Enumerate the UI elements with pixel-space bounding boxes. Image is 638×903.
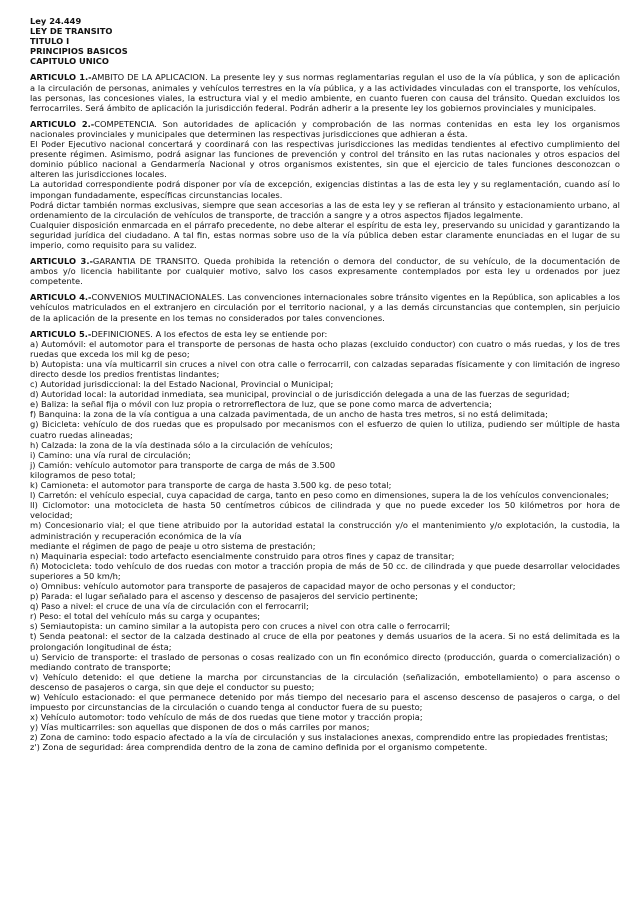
article-2-heading: ARTICULO 2.-	[30, 118, 95, 129]
definition-item: w) Vehículo estacionado: el que permanece detenido por más tiempo del necesario para el ascenso descenso de pasajeros o carga, o del impuesto por circunstancias de la circulación o cuando tenga al conductor fuera de su puesto;	[30, 692, 620, 713]
article-3-text: GARANTIA DE TRANSITO. Queda prohibida la retención o demora del conductor, de su vehículo, de la documentación de ambos y/o licencia habilitante por cualquier motivo, salvo los casos expresamente contemplados por esta ley u ordenados por juez competente.	[30, 256, 620, 287]
definition-item: i) Camino: una vía rural de circulación;	[30, 449, 191, 460]
capitulo-heading: CAPITULO UNICO	[30, 56, 109, 67]
article-3	[30, 256, 620, 286]
article-3-paragraph	[30, 256, 620, 286]
definition-item: u) Servicio de transporte: el traslado de personas o cosas realizado con un fin económico directo (producción, guarda o comercialización) o mediando contrato de transporte;	[30, 651, 620, 672]
definition-item: ll) Ciclomotor: una motocicleta de hasta 50 centímetros cúbicos de cilindrada y que no puede exceder los 50 kilómetros por hora de velocidad;	[30, 500, 620, 521]
definition-item: n) Maquinaria especial: todo artefacto esencialmente construido para otros fines y capaz de transitar;	[30, 550, 455, 561]
definitions-list	[30, 339, 620, 753]
definition-item: z') Zona de seguridad: área comprendida dentro de la zona de camino definida por el organismo competente.	[30, 742, 488, 753]
article-1-paragraph	[30, 72, 620, 112]
definition-item: l) Carretón: el vehículo especial, cuya capacidad de carga, tanto en peso como en dimensiones, supera la de los vehículos convencionales;	[30, 490, 609, 501]
definition-item: k) Camioneta: el automotor para transporte de carga de hasta 3.500 kg. de peso total;	[30, 480, 392, 491]
article-2-paragraph-3: La autoridad correspondiente podrá disponer por vía de excepción, exigencias distintas a las de esta ley y su reglamentación, cuando así lo impongan fundadamente, específicas circunstancias locales.	[30, 179, 620, 200]
article-2-paragraph-2: El Poder Ejecutivo nacional concertará y coordinará con las respectivas jurisdicciones las medidas tendientes al efectivo cumplimiento del presente régimen. Asimismo, podrá asignar las funciones de prevención y control del tránsito en las rutas nacionales y otros espacios del dominio público nacional a Gendarmería Nacional y otros organismos existentes, sin que el ejercicio de tales funciones desconozcan o alteren las jurisdicciones locales.	[30, 139, 620, 180]
definition-item: ñ) Motocicleta: todo vehículo de dos ruedas con motor a tracción propia de más de 50 cc. de cilindrada y que puede desarrollar velocidades superiores a 50 km/h;	[30, 560, 620, 581]
definition-item: x) Vehículo automotor: todo vehículo de más de dos ruedas que tiene motor y tracción propia;	[30, 712, 423, 723]
definition-item: f) Banquina: la zona de la vía contigua a una calzada pavimentada, de un ancho de hasta tres metros, si no está delimitada;	[30, 409, 548, 420]
definition-item: c) Autoridad jurisdiccional: la del Estado Nacional, Provincial o Municipal;	[30, 379, 334, 390]
definition-item: g) Bicicleta: vehículo de dos ruedas que es propulsado por mecanismos con el esfuerzo de quien lo utiliza, pudiendo ser múltiple de hasta cuatro ruedas alineadas;	[30, 419, 620, 440]
definition-item: a) Automóvil: el automotor para el transporte de personas de hasta ocho plazas (excluido conductor) con cuatro o más ruedas, y los de tres ruedas que exceda los mil kg de peso;	[30, 338, 620, 359]
definition-item: e) Baliza: la señal fija o móvil con luz propia o retrorreflectora de luz, que se pone como marca de advertencia;	[30, 399, 492, 410]
article-1	[30, 72, 620, 112]
definition-item: q) Paso a nivel: el cruce de una vía de circulación con el ferrocarril;	[30, 601, 309, 612]
article-2-text: COMPETENCIA. Son autoridades de aplicación y comprobación de las normas contenidas en esta ley los organismos nacionales provinciales y municipales que determinen las respectivas jurisdicciones que adhieran a ésta.	[30, 118, 620, 139]
definition-item: mediante el régimen de pago de peaje u otro sistema de prestación;	[30, 540, 316, 551]
article-2	[30, 119, 620, 250]
article-2-paragraph-4: Podrá dictar también normas exclusivas, siempre que sean accesorias a las de esta ley y se refieran al tránsito y estacionamiento urbano, al ordenamiento de la circulación de vehículos de transporte, de tracción a sangre y a otros aspectos fijados legalmente.	[30, 199, 620, 220]
definition-item: m) Concesionario vial; el que tiene atribuido por la autoridad estatal la construcción y/o el mantenimiento y/o explotación, la custodia, la administración y recuperación económica de la vía	[30, 520, 620, 541]
document-page	[30, 16, 620, 759]
article-4-paragraph	[30, 292, 620, 322]
definition-item: b) Autopista: una vía multicarril sin cruces a nivel con otra calle o ferrocarril, con calzadas separadas físicamente y con limitación de ingreso directo desde los predios frentistas lindantes;	[30, 358, 620, 379]
definition-item: kilogramos de peso total;	[30, 469, 136, 480]
definition-item: r) Peso: el total del vehículo más su carga y ocupantes;	[30, 611, 261, 622]
definition-item: p) Parada: el lugar señalado para el ascenso y descenso de pasajeros del servicio pertinente;	[30, 591, 418, 602]
article-4-heading: ARTICULO 4.-	[30, 292, 92, 303]
definition-item: t) Senda peatonal: el sector de la calzada destinado al cruce de ella por peatones y demás usuarios de la acera. Si no está delimitada es la prolongación longitudinal de ésta;	[30, 631, 620, 652]
definition-item: y) Vías multicarriles: son aquellas que disponen de dos o más carriles por manos;	[30, 722, 370, 733]
definition-item: o) Omnibus: vehículo automotor para transporte de pasajeros de capacidad mayor de ocho personas y el conductor;	[30, 580, 516, 591]
definition-item: v) Vehículo detenido: el que detiene la marcha por circunstancias de la circulación (señalización, embotellamiento) o para ascenso o descenso de pasajeros o carga, sin que deje el conductor su puesto;	[30, 671, 620, 692]
article-3-heading: ARTICULO 3.-	[30, 256, 93, 267]
article-5-paragraph	[30, 329, 620, 339]
definition-item: z) Zona de camino: todo espacio afectado a la vía de circulación y sus instalaciones anexas, comprendido entre las propiedades frentistas;	[30, 732, 608, 743]
law-title: LEY DE TRANSITO	[30, 26, 113, 37]
document-header	[30, 16, 620, 66]
article-2-paragraph	[30, 119, 620, 139]
article-4	[30, 292, 620, 322]
article-4-text: CONVENIOS MULTINACIONALES. Las convenciones internacionales sobre tránsito vigentes en la República, son aplicables a los vehículos matriculados en el extranjero en circulación por el territorio nacional, y a las demás circunstancias que contemplen, sin perjuicio de la aplicación de la presente en los temas no considerados por tales convenciones.	[30, 292, 621, 323]
law-number: Ley 24.449	[30, 16, 82, 26]
article-5	[30, 329, 620, 753]
definition-item: s) Semiautopista: un camino similar a la autopista pero con cruces a nivel con otra calle o ferrocarril;	[30, 621, 451, 632]
definition-item: j) Camión: vehículo automotor para transporte de carga de más de 3.500	[30, 459, 336, 470]
article-5-heading: ARTICULO 5.-	[30, 328, 92, 339]
definition-item: h) Calzada: la zona de la vía destinada sólo a la circulación de vehículos;	[30, 439, 333, 450]
article-1-text: AMBITO DE LA APLICACION. La presente ley y sus normas reglamentarias regulan el uso de la vía pública, y son de aplicación a la circulación de personas, animales y vehículos terrestres en la vía pública, y a las actividades vinculadas con el transporte, los vehículos, las personas, las concesiones viales, la estructura vial y el medio ambiente, en cuanto fueren con causa del tránsito. Quedan excluidos los ferrocarriles. Será ámbito de aplicación la jurisdicción federal. Podrán adherir a la presente ley los gobiernos provinciales y municipales.	[30, 72, 621, 113]
definition-item: d) Autoridad local: la autoridad inmediata, sea municipal, provincial o de jurisdicción delegada a una de las fuerzas de seguridad;	[30, 389, 570, 400]
article-1-heading: ARTICULO 1.-	[30, 72, 92, 83]
article-2-paragraph-5: Cualquier disposición enmarcada en el párrafo precedente, no debe alterar el espíritu de esta ley, preservando su unicidad y garantizando la seguridad jurídica del ciudadano. A tal fin, estas normas sobre uso de la vía pública deben estar claramente enunciadas en el lugar de su imperio, como requisito para su validez.	[30, 219, 620, 250]
titulo-heading: TITULO I	[30, 36, 70, 47]
principios-heading: PRINCIPIOS BASICOS	[30, 46, 128, 57]
article-5-text: DEFINICIONES. A los efectos de esta ley se entiende por:	[91, 328, 328, 339]
